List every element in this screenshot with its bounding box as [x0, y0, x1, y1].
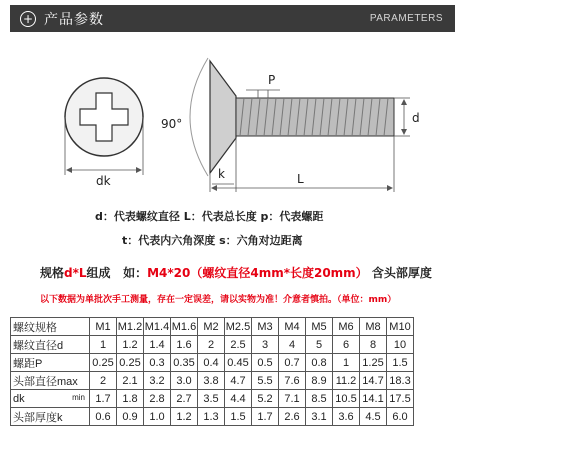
table-cell: 6.0 — [387, 408, 414, 426]
table-cell: 0.35 — [171, 354, 198, 372]
row-label-main: dk — [13, 392, 25, 405]
table-cell: 0.5 — [252, 354, 279, 372]
size-header-cell: M3 — [252, 318, 279, 336]
table-row — [11, 354, 414, 372]
table-cell: 2.1 — [117, 372, 144, 390]
table-cell: 8.9 — [306, 372, 333, 390]
table-cell: 2.6 — [279, 408, 306, 426]
row-label — [11, 390, 90, 408]
table-cell: 1.25 — [360, 354, 387, 372]
pitch-label: P — [268, 73, 276, 87]
table-cell: 4.4 — [225, 390, 252, 408]
plus-circle-icon: + — [20, 11, 36, 27]
size-header-cell: M2.5 — [225, 318, 252, 336]
table-cell: 7.1 — [279, 390, 306, 408]
table-cell: 14.7 — [360, 372, 387, 390]
table-cell: 1 — [90, 336, 117, 354]
screw-diagram — [0, 40, 580, 200]
table-cell: 17.5 — [387, 390, 414, 408]
spec-table — [10, 317, 414, 426]
row-label: 螺距P — [11, 354, 90, 372]
table-cell: 4 — [279, 336, 306, 354]
table-row — [11, 372, 414, 390]
table-row — [11, 390, 414, 408]
table-row — [11, 336, 414, 354]
table-cell: 18.3 — [387, 372, 414, 390]
row-label-sub: min — [72, 392, 85, 402]
table-cell: 4.5 — [360, 408, 387, 426]
row-label: 螺纹规格 — [11, 318, 90, 336]
table-cell: 0.7 — [279, 354, 306, 372]
table-cell: 11.2 — [333, 372, 360, 390]
table-cell: 0.25 — [90, 354, 117, 372]
table-cell: 7.6 — [279, 372, 306, 390]
table-cell: 3.5 — [198, 390, 225, 408]
size-header-cell: M8 — [360, 318, 387, 336]
size-header-cell: M5 — [306, 318, 333, 336]
row-label: 头部直径max — [11, 372, 90, 390]
table-cell: 1.5 — [225, 408, 252, 426]
table-cell: 2.5 — [225, 336, 252, 354]
dk-label: dk — [96, 174, 111, 188]
table-cell: 0.25 — [117, 354, 144, 372]
table-cell: 8 — [360, 336, 387, 354]
head-thickness-label: k — [218, 167, 225, 181]
table-cell: 3 — [252, 336, 279, 354]
table-cell: 0.8 — [306, 354, 333, 372]
row-label: 螺纹直径d — [11, 336, 90, 354]
table-cell: 5.2 — [252, 390, 279, 408]
table-cell: 1 — [333, 354, 360, 372]
table-cell: 1.2 — [117, 336, 144, 354]
table-cell: 14.1 — [360, 390, 387, 408]
table-cell: 4.7 — [225, 372, 252, 390]
table-cell: 0.45 — [225, 354, 252, 372]
table-cell: 3.8 — [198, 372, 225, 390]
table-cell: 3.2 — [144, 372, 171, 390]
table-cell: 1.7 — [90, 390, 117, 408]
table-cell: 1.7 — [252, 408, 279, 426]
table-cell: 1.4 — [144, 336, 171, 354]
size-header-cell: M1.2 — [117, 318, 144, 336]
table-cell: 2.8 — [144, 390, 171, 408]
table-cell: 2 — [90, 372, 117, 390]
table-cell: 2.7 — [171, 390, 198, 408]
size-header-cell: M1.4 — [144, 318, 171, 336]
spec-description — [40, 264, 432, 281]
table-cell: 3.1 — [306, 408, 333, 426]
spec-prefix: 规格 — [40, 266, 65, 280]
table-cell: 3.6 — [333, 408, 360, 426]
table-cell: 8.5 — [306, 390, 333, 408]
table-cell: 5.5 — [252, 372, 279, 390]
legend-line-2: t：代表内六角深度 s：六角对边距离 — [122, 234, 303, 247]
size-header-cell: M10 — [387, 318, 414, 336]
legend-line-1: d：代表螺纹直径 L：代表总长度 p：代表螺距 — [95, 210, 324, 223]
size-header-cell: M4 — [279, 318, 306, 336]
section-header — [10, 5, 455, 32]
spec-example: M4*20（螺纹直径4mm*长度20mm） — [147, 266, 368, 280]
spec-mid: 组成 如： — [86, 266, 148, 280]
length-label: L — [297, 172, 304, 186]
table-cell: 0.3 — [144, 354, 171, 372]
table-cell: 3.0 — [171, 372, 198, 390]
table-cell: 1.2 — [171, 408, 198, 426]
angle-label: 90° — [161, 117, 183, 131]
table-cell: 1.8 — [117, 390, 144, 408]
table-row — [11, 408, 414, 426]
table-cell: 1.6 — [171, 336, 198, 354]
size-header-cell: M1 — [90, 318, 117, 336]
section-subtitle: PARAMETERS — [369, 13, 443, 24]
table-cell: 6 — [333, 336, 360, 354]
table-cell: 1.5 — [387, 354, 414, 372]
size-header-cell: M2 — [198, 318, 225, 336]
table-cell: 10 — [387, 336, 414, 354]
table-cell: 0.4 — [198, 354, 225, 372]
table-cell: 10.5 — [333, 390, 360, 408]
section-title: 产品参数 — [44, 11, 104, 28]
table-cell: 1.0 — [144, 408, 171, 426]
spec-formula: d*L — [64, 266, 87, 280]
spec-suffix: 含头部厚度 — [371, 266, 432, 280]
row-label: 头部厚度k — [11, 408, 90, 426]
size-header-cell: M6 — [333, 318, 360, 336]
diameter-label: d — [412, 111, 420, 125]
screw-side-view — [161, 58, 420, 192]
size-header-cell: M1.6 — [171, 318, 198, 336]
screw-head-top-view — [65, 78, 143, 188]
table-header-row — [11, 318, 414, 336]
measurement-note: 以下数据为单批次手工测量，存在一定误差，请以实物为准！介意者慎拍。（单位：mm） — [40, 295, 397, 305]
table-cell: 0.9 — [117, 408, 144, 426]
table-cell: 5 — [306, 336, 333, 354]
table-cell: 1.3 — [198, 408, 225, 426]
table-cell: 0.6 — [90, 408, 117, 426]
table-cell: 2 — [198, 336, 225, 354]
